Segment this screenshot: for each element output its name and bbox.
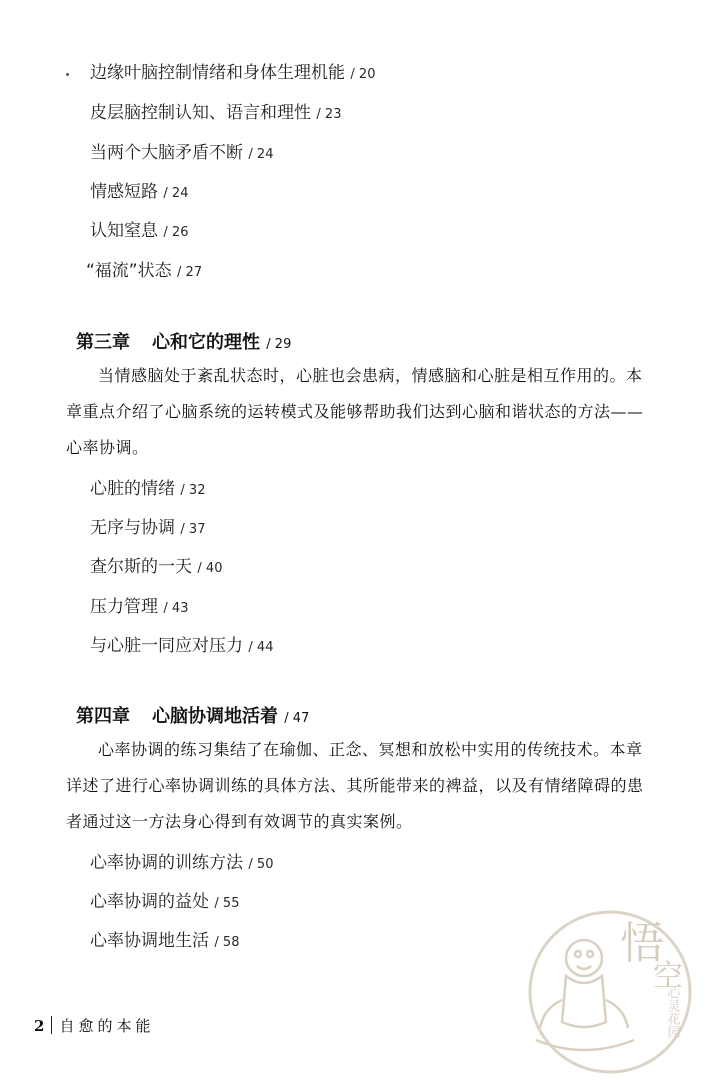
toc-item[interactable] — [90, 517, 205, 541]
toc-item[interactable] — [90, 852, 273, 876]
toc-item[interactable] — [90, 142, 273, 166]
toc-item-page: / 27 — [177, 265, 203, 280]
chapter-heading[interactable] — [76, 331, 291, 357]
toc-item[interactable] — [90, 556, 222, 580]
toc-item[interactable] — [90, 102, 341, 126]
toc-item-page: / 20 — [350, 67, 376, 82]
speck-mark — [66, 73, 69, 76]
page-number: 2 — [34, 1017, 45, 1035]
toc-item-page: / 24 — [163, 186, 189, 201]
toc-item-page: / 37 — [180, 522, 206, 537]
toc-item-page: / 26 — [163, 225, 189, 240]
chapter-page: / 47 — [284, 711, 310, 726]
toc-item[interactable] — [90, 181, 188, 205]
toc-item-title: 认知窒息 — [90, 221, 158, 241]
toc-item[interactable] — [90, 635, 273, 659]
chapter-number: 第三章 — [76, 332, 130, 353]
chapter-summary: 心率协调的练习集结了在瑜伽、正念、冥想和放松中实用的传统技术。本章详述了进行心率协调训练的具体方法、其所能带来的裨益，以及有情绪障碍的患者通过这一方法身心得到有效调节的真实案例。 — [66, 740, 644, 831]
toc-item-page: / 44 — [248, 640, 274, 655]
toc-item-page: / 50 — [248, 857, 274, 872]
toc-item-title: 无序与协调 — [90, 518, 175, 538]
toc-item-page: / 24 — [248, 147, 274, 162]
toc-item-page: / 40 — [197, 561, 223, 576]
toc-item-page: / 43 — [163, 601, 189, 616]
toc-item[interactable] — [90, 891, 239, 915]
toc-item-title: 查尔斯的一天 — [90, 557, 192, 577]
chapter-summary: 当情感脑处于紊乱状态时，心脏也会患病，情感脑和心脏是相互作用的。本章重点介绍了心脑系统的运转模式及能够帮助我们达到心脑和谐状态的方法——心率协调。 — [66, 366, 644, 457]
toc-item-title: 心率协调的益处 — [90, 892, 209, 912]
toc-item-title: 心率协调地生活 — [90, 931, 209, 951]
footer-divider — [51, 1016, 52, 1034]
watermark-char: 空 — [653, 959, 683, 994]
toc-item-title: 边缘叶脑控制情绪和身体生理机能 — [90, 63, 345, 83]
chapter-title: 心脑协调地活着 — [152, 706, 278, 727]
chapter-heading[interactable] — [76, 705, 309, 731]
toc-item[interactable] — [90, 62, 375, 86]
toc-item-page: / 58 — [214, 935, 240, 950]
page-footer — [34, 1014, 154, 1038]
toc-item[interactable] — [90, 930, 239, 954]
chapter-page: / 29 — [266, 337, 292, 352]
watermark-logo — [522, 900, 702, 1080]
toc-item-title: 压力管理 — [90, 597, 158, 617]
toc-item-title: 与心脏一同应对压力 — [90, 636, 243, 656]
chapter-title: 心和它的理性 — [152, 332, 260, 353]
watermark-char: 悟 — [620, 918, 664, 969]
toc-item-page: / 32 — [180, 483, 206, 498]
toc-item-title: 当两个大脑矛盾不断 — [90, 143, 243, 163]
chapter-number: 第四章 — [76, 706, 130, 727]
watermark-text: 心灵花园 — [664, 986, 680, 1038]
toc-item[interactable] — [90, 478, 205, 502]
toc-item-page: / 55 — [214, 896, 240, 911]
toc-item[interactable] — [90, 596, 188, 620]
toc-item-title: 心脏的情绪 — [90, 479, 175, 499]
toc-item-title: 情感短路 — [90, 182, 158, 202]
toc-item-title: 心率协调的训练方法 — [90, 853, 243, 873]
toc-item-title: 皮层脑控制认知、语言和理性 — [90, 103, 311, 123]
toc-item[interactable] — [86, 260, 202, 284]
book-title: 自愈的本能 — [59, 1017, 155, 1035]
toc-item-page: / 23 — [316, 107, 342, 122]
toc-item-title: “福流”状态 — [86, 261, 172, 281]
toc-item[interactable] — [90, 220, 188, 244]
